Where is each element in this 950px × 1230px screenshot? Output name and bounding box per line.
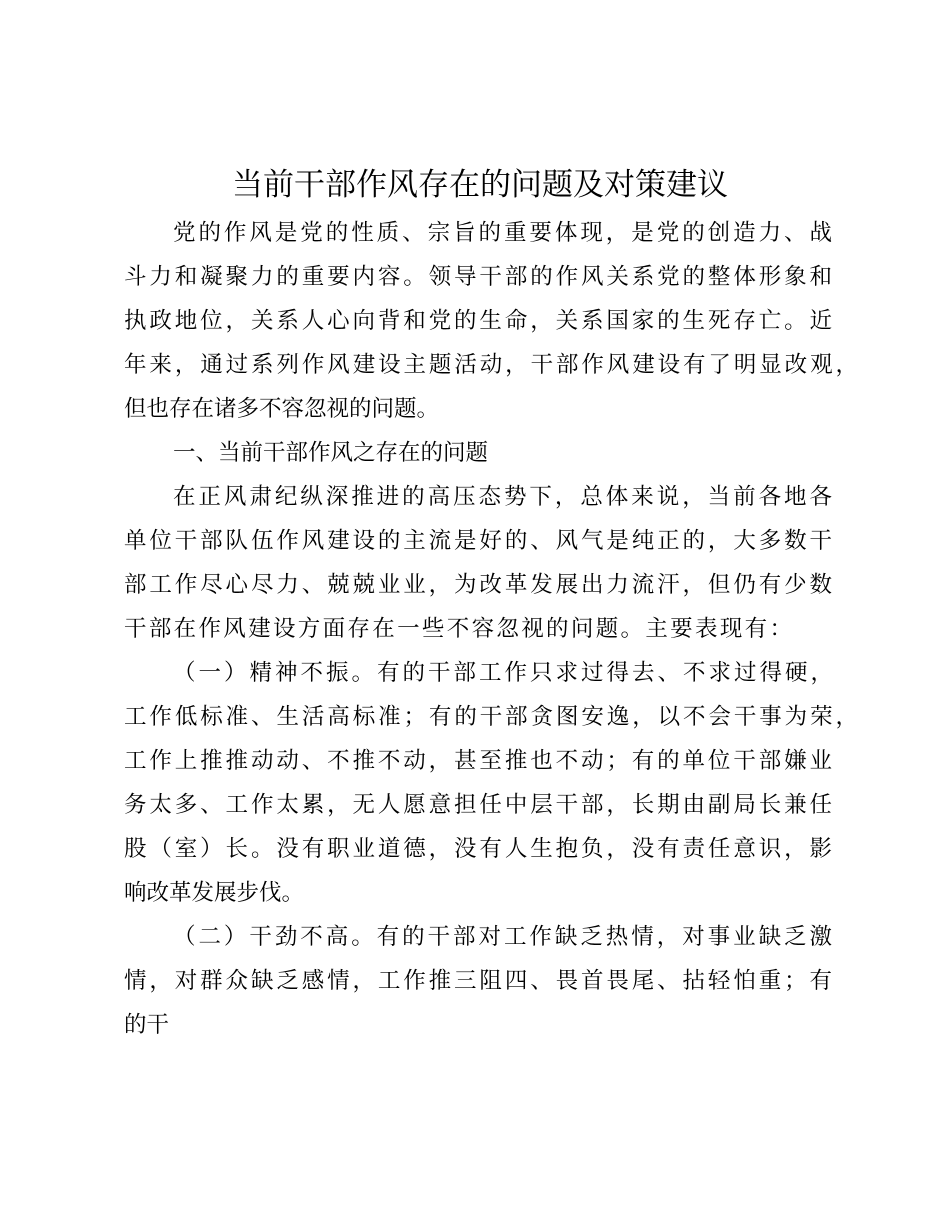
text-line: 但也存在诸多不容忽视的问题。: [124, 396, 440, 422]
text-line: （二）干劲不高。有的干部对工作缺乏热情，对事业缺乏激: [173, 924, 832, 950]
text-line: 工作上推推动动、不推不动，甚至推也不动；有的单位干部嫌业: [124, 748, 832, 774]
text-line: 股（室）长。没有职业道德，没有人生抱负，没有责任意识，影: [124, 836, 832, 862]
text-line: 党的作风是党的性质、宗旨的重要体现，是党的创造力、战: [173, 220, 832, 246]
text-line: 工作低标准、生活高标准；有的干部贪图安逸，以不会干事为荣，: [124, 704, 858, 730]
document-title: 当前干部作风存在的问题及对策建议: [232, 167, 728, 203]
text-line: 年来，通过系列作风建设主题活动，干部作风建设有了明显改观，: [124, 352, 858, 378]
text-line: 的干: [124, 1012, 170, 1038]
text-line: 执政地位，关系人心向背和党的生命，关系国家的生死存亡。近: [124, 308, 832, 334]
text-line: 部工作尽心尽力、兢兢业业，为改革发展出力流汗，但仍有少数: [124, 572, 832, 598]
text-line: 单位干部队伍作风建设的主流是好的、风气是纯正的，大多数干: [124, 528, 832, 554]
text-line: 斗力和凝聚力的重要内容。领导干部的作风关系党的整体形象和: [124, 264, 832, 290]
text-line: 在正风肃纪纵深推进的高压态势下，总体来说，当前各地各: [173, 484, 832, 510]
text-line: 响改革发展步伐。: [124, 880, 305, 906]
text-line: 务太多、工作太累，无人愿意担任中层干部，长期由副局长兼任: [124, 792, 832, 818]
section-heading: 一、当前干部作风之存在的问题: [173, 440, 489, 466]
text-line: 情，对群众缺乏感情，工作推三阻四、畏首畏尾、拈轻怕重；有: [124, 968, 832, 994]
text-line: （一）精神不振。有的干部工作只求过得去、不求过得硬，: [173, 660, 833, 686]
text-line: 干部在作风建设方面存在一些不容忽视的问题。主要表现有：: [124, 616, 792, 642]
